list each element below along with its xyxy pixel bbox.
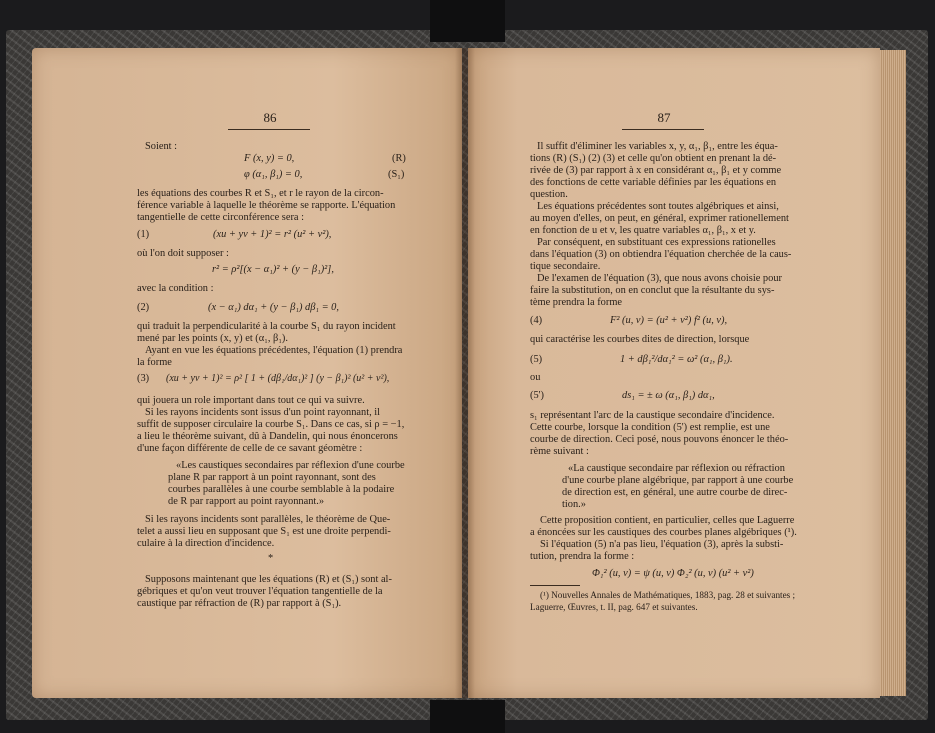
text-line: tions (R) (S₁) (2) (3) et celle qu'on obtient en prenant la dé-: [530, 153, 777, 164]
text-line: ou: [530, 372, 541, 383]
text-line: faire la substitution, on en conclut que la résultante du sys-: [530, 285, 775, 296]
text-line: suffit de supposer circulaire la courbe S₁. Dans ce cas, si ρ = −1,: [137, 419, 405, 430]
text-line: les équations des courbes R et S₁, et r le rayon de la circon-: [137, 188, 384, 199]
text-line: mené par les points (x, y) et (α₁, β₁).: [137, 333, 288, 344]
text-line: qui caractérise les courbes dites de direction, lorsque: [530, 334, 750, 345]
text-line: De l'examen de l'équation (3), que nous avons choisie pour: [537, 273, 782, 284]
text-line: tème prendra la forme: [530, 297, 623, 308]
equation-label: (1): [137, 229, 150, 240]
text-line: au moyen d'elles, on peut, en général, exprimer rationellement: [530, 213, 789, 224]
text-line: a lieu le théorème suivant, dû à Dandelin, qui nous énoncerons: [137, 431, 398, 442]
equation-label: (R): [392, 153, 406, 164]
text-line: Si les rayons incidents sont parallèles, le théorème de Que-: [145, 514, 391, 525]
equation-label: (4): [530, 315, 543, 326]
text-line: qui traduit la perpendicularité à la courbe S₁ du rayon incident: [137, 321, 396, 332]
equation-phi: Φ₁² (u, v) = ψ (u, v) Φ₂² (u, v) (u² + v²): [592, 568, 754, 579]
footnote-rule: [530, 585, 580, 586]
equation-R: F (x, y) = 0,: [244, 153, 295, 164]
equation-r2: r² = ρ²[(x − α₁)² + (y − β₁)²],: [212, 264, 334, 275]
page-number-left: 86: [263, 110, 277, 125]
text-line: s₁ représentant l'arc de la caustique secondaire d'incidence.: [530, 410, 775, 421]
text-line: caustique par réfraction de (R) par rapport à (S₁).: [137, 598, 342, 609]
text-line: question.: [530, 189, 568, 200]
equation-2: (x − α₁) dα₁ + (y − β₁) dβ₁ = 0,: [208, 302, 339, 313]
text-line: telet a aussi lieu en supposant que S₁ est une droite perpendi-: [137, 526, 391, 537]
equation-label: (3): [137, 373, 150, 384]
page-number-right: 87: [657, 110, 671, 125]
text-line: la forme: [137, 357, 172, 368]
text-line: tution, prendra la forme :: [530, 551, 635, 562]
theorem-quote: de R par rapport au point rayonnant.»: [168, 496, 325, 507]
text-line: tangentielle de cette circonférence sera :: [137, 212, 305, 223]
text-line: Supposons maintenant que les équations (R) et (S₁) sont al-: [145, 574, 392, 585]
equation-label: (S₁): [388, 169, 405, 180]
footnote: Laguerre, Œuvres, t. II, pag. 647 et suivantes.: [530, 602, 698, 612]
text-line: dans l'équation (3) on obtiendra l'équation cherchée de la caus-: [530, 249, 792, 260]
section-asterisk: *: [268, 553, 274, 564]
text-line: gébriques et qu'on veut trouver l'équation tangentielle de la: [137, 586, 383, 597]
text-line: Ayant en vue les équations précédentes, l'équation (1) prendra: [145, 345, 403, 356]
text-line: avec la condition :: [137, 283, 214, 294]
theorem-quote: courbes parallèles à une courbe semblable à la podaire: [168, 484, 395, 495]
theorem-quote: d'une courbe plane algébrique, par rapport à une courbe: [562, 475, 794, 486]
text-line: Soient :: [145, 141, 178, 152]
text-line: Les équations précédentes sont toutes algébriques et ainsi,: [537, 201, 779, 212]
text-line: Si les rayons incidents sont issus d'un point rayonnant, il: [145, 407, 381, 418]
text-line: Cette courbe, lorsque la condition (5') est remplie, est une: [530, 422, 770, 433]
text-line: courbe de direction. Ceci posé, nous pouvons énoncer le théo-: [530, 434, 789, 445]
equation-5-prime: ds₁ = ± ω (α₁, β₁) dα₁,: [622, 390, 715, 401]
text-line: Il suffit d'éliminer les variables x, y, α₁, β₁, entre les équa-: [537, 141, 778, 152]
equation-label: (5): [530, 354, 543, 365]
text-line: en fonction de u et v, les quatre variables α₁, β₁, x et y.: [530, 225, 756, 236]
book-spine-bottom: [430, 700, 505, 733]
text-line: des fonctions de cette variable définies par les équations en: [530, 177, 777, 188]
theorem-quote: «La caustique secondaire par réflexion ou réfraction: [568, 463, 785, 474]
theorem-quote: tion.»: [562, 499, 586, 510]
page-edges: [878, 50, 906, 696]
text-line: Si l'équation (5) n'a pas lieu, l'équation (3), après la substi-: [540, 539, 784, 550]
book-gutter: [455, 48, 475, 698]
equation-5: 1 + dβ₁²/dα₁² = ω² (α₁, β₁).: [620, 354, 733, 365]
equation-4: F² (u, v) = (u² + v²) f² (u, v),: [610, 315, 728, 326]
text-line: rivée de (3) par rapport à x en considérant α₁, β₁ et y comme: [530, 165, 782, 176]
book-spine-top: [430, 0, 505, 42]
text-line: qui jouera un role important dans tout ce qui va suivre.: [137, 395, 365, 406]
text-line: où l'on doit supposer :: [137, 248, 229, 259]
page-number-rule-right: [622, 129, 704, 130]
text-line: rème suivant :: [530, 446, 589, 457]
equation-S1: φ (α₁, β₁) = 0,: [244, 169, 303, 180]
equation-label: (2): [137, 302, 150, 313]
theorem-quote: plane R par rapport à un point rayonnant, sont des: [168, 472, 376, 483]
text-line: a énoncées sur les caustiques des courbes planes algébriques (¹).: [530, 527, 797, 538]
page-number-rule-left: [228, 129, 310, 130]
text-line: d'une façon différente de celle de ce savant géomètre :: [137, 443, 363, 454]
equation-3: (xu + yv + 1)² = ρ² [ 1 + (dβ₁/dα₁)² ] (y − β₁)² (u² + v²),: [166, 373, 390, 384]
text-line: Cette proposition contient, en particulier, celles que Laguerre: [540, 515, 795, 526]
text-line: férence variable à laquelle le théorème se rapporte. L'équation: [137, 200, 396, 211]
equation-label: (5'): [530, 390, 544, 401]
theorem-quote: «Les caustiques secondaires par réflexion d'une courbe: [176, 460, 405, 471]
equation-1: (xu + yv + 1)² = r² (u² + v²),: [213, 229, 332, 240]
theorem-quote: de direction est, en général, une autre courbe de direc-: [562, 487, 788, 498]
text-line: culaire à la direction d'incidence.: [137, 538, 275, 549]
text-line: tique secondaire.: [530, 261, 601, 272]
footnote: (¹) Nouvelles Annales de Mathématiques, 1883, pag. 28 et suivantes ;: [540, 590, 796, 600]
text-line: Par conséquent, en substituant ces expressions rationelles: [537, 237, 776, 248]
